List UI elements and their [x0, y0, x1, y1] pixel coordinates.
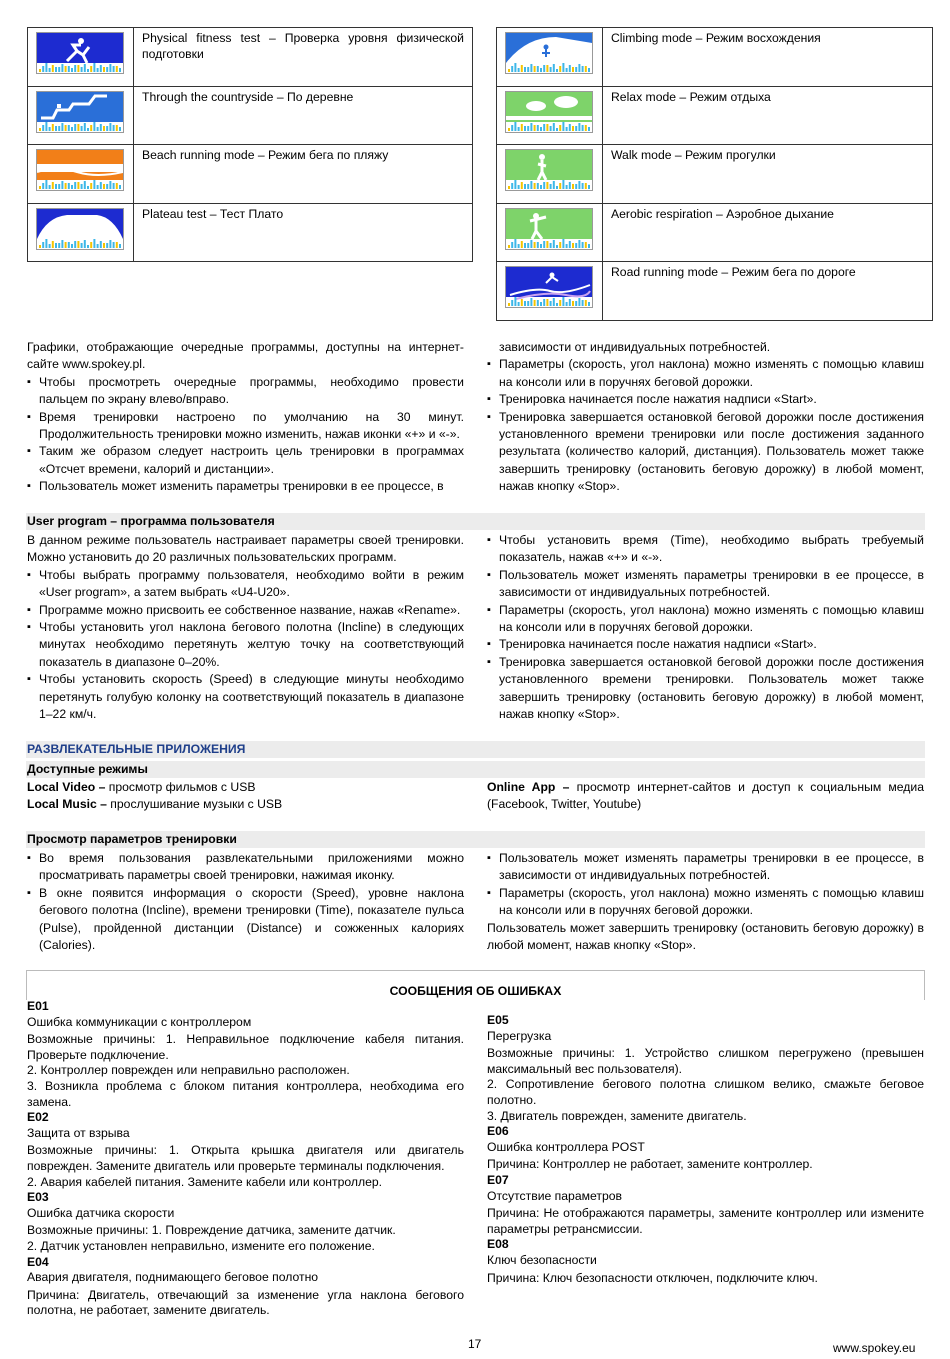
program-icon-cell [497, 86, 603, 145]
program-label: Beach running mode – Режим бега по пляжу [134, 145, 473, 204]
program-label: Road running mode – Режим бега по дороге [603, 262, 933, 321]
climber-mountain-icon [505, 32, 593, 74]
error-name: Ошибка датчика скорости [27, 1205, 175, 1220]
error-name: Перегрузка [487, 1028, 552, 1043]
program-label: Aerobic respiration – Аэробное дыхание [603, 203, 933, 262]
error-cause: 2. Авария кабелей питания. Замените кабели или контроллер. [27, 1174, 383, 1189]
list-item: ▪ Параметры (скорость, угол наклона) можно изменять с помощью клавиш на консоли или в поручнях беговой дорожки. [487, 885, 924, 920]
program-icon-cell [497, 28, 603, 87]
errors-right-column [487, 1013, 924, 1286]
list-item: ▪ Чтобы выбрать программу пользователя, необходимо войти в режим «User program», а затем выбрать «U4-U20». [27, 567, 464, 602]
view-params-stop-text: Пользователь может завершить тренировку (остановить беговую дорожку) в любой момент, нажав кнопку «Stop». [487, 920, 924, 953]
errors-heading: СООБЩЕНИЯ ОБ ОШИБКАХ [26, 970, 925, 1000]
available-modes-heading: Доступные режимы [26, 761, 925, 778]
beach-wave-icon [36, 149, 124, 191]
list-item: ▪ Время тренировки настроено по умолчанию на 30 минут. Продолжительность тренировки можно изменить, нажав иконки «+» и «-». [27, 409, 464, 444]
list-item: ▪ Параметры (скорость, угол наклона) можно изменять с помощью клавиш на консоли или в поручнях беговой дорожки. [487, 356, 924, 391]
program-label: Physical fitness test – Проверка уровня физической подготовки [134, 28, 473, 87]
view-params-right [487, 850, 924, 954]
program-row [497, 86, 933, 145]
program-row [28, 86, 473, 145]
view-params-heading: Просмотр параметров тренировки [26, 831, 925, 848]
error-cause: 2. Датчик установлен неправильно, измените его положение. [27, 1238, 375, 1253]
program-label: Climbing mode – Режим восхождения [603, 28, 933, 87]
list-item: ▪ Пользователь может изменить параметры тренировки в ее процессе, в [27, 478, 464, 495]
error-name: Защита от взрыва [27, 1125, 130, 1140]
user-program-intro: В данном режиме пользователь настраивает параметры своей тренировки. Можно установить до 20 различных пользовательских программ. [27, 533, 464, 565]
programs-intro-left-list [27, 374, 464, 496]
road-running-icon [505, 266, 593, 308]
error-cause: Причина: Ключ безопасности отключен, подключите ключ. [487, 1270, 818, 1285]
list-item: ▪ Пользователь может изменять параметры тренировки в ее процессе, в зависимости от индивидуальных потребностей. [487, 567, 924, 602]
program-icon-cell [28, 145, 134, 204]
local-music-text: прослушивание музыки с USB [106, 797, 283, 812]
user-program-right-list [487, 532, 924, 723]
error-name: Ошибка контроллера POST [487, 1139, 645, 1154]
list-item: ▪ Чтобы просмотреть очередные программы, необходимо провести пальцем по экрану влево/вправо. [27, 374, 464, 409]
local-music-line [27, 796, 464, 813]
list-item: ▪ Тренировка начинается после нажатия надписи «Start». [487, 636, 924, 653]
local-video-line [27, 779, 464, 796]
list-item: ▪ В окне появится информация о скорости (Speed), уровне наклона бегового полотна (Incline), времени тренировки (Time), показателе пульса (Pulse), пройденной дистанции (Distance) и сожженных калориях (Calories). [27, 885, 464, 955]
program-icon-cell [28, 28, 134, 87]
page-number: 17 [468, 1337, 482, 1351]
countryside-steps-icon [36, 91, 124, 133]
list-item: ▪ Во время пользования развлекательными приложениями можно просматривать параметры своей тренировки, нажимая иконку. [27, 850, 464, 885]
list-item: ▪ Чтобы установить время (Time), необходимо выбрать требуемый показатель, нажав «+» и «-». [487, 532, 924, 567]
error-cause: Причина: Контроллер не работает, замените контроллер. [487, 1157, 813, 1172]
online-app-label: Online App – [487, 780, 570, 794]
error-name: Ошибка коммуникации с контроллером [27, 1014, 252, 1029]
programs-intro-text: Графики, отображающие очередные программы, доступны на интернет-сайте www.spokey.pl. [27, 340, 464, 372]
user-program-right [487, 532, 924, 723]
error-cause: Причина: Не отображаются параметры, замените контроллер или измените параметры ретрансмиссии. [487, 1206, 924, 1236]
errors-left-column [27, 999, 464, 1319]
list-item: ▪ Чтобы установить угол наклона бегового полотна (Incline) в следующих минутах необходимо перетянуть желтую точку на соответствующий показатель в диапазоне 0–20%. [27, 619, 464, 671]
walking-person-icon [505, 149, 593, 191]
error-code: E05 [487, 1013, 509, 1027]
list-item: ▪ Тренировка начинается после нажатия надписи «Start». [487, 391, 924, 408]
error-code: E01 [27, 999, 49, 1013]
entertainment-right [487, 779, 924, 814]
list-item: ▪ Программе можно присвоить ее собственное название, нажав «Rename». [27, 602, 464, 619]
program-row [497, 203, 933, 262]
online-app-line [487, 779, 924, 814]
programs-intro-right-list [487, 356, 924, 495]
right-programs-table [496, 27, 933, 321]
user-program-left [27, 532, 464, 723]
program-label: Walk mode – Режим прогулки [603, 145, 933, 204]
footer-site: www.spokey.eu [833, 1341, 916, 1355]
local-video-label: Local Video – [27, 780, 106, 794]
error-name: Авария двигателя, поднимающего беговое полотно [27, 1270, 319, 1285]
program-row [28, 145, 473, 204]
aerobic-person-icon [505, 208, 593, 250]
program-label: Through the countryside – По деревне [134, 86, 473, 145]
error-cause: Причина: Двигатель, отвечающий за изменение угла наклона бегового полотна, не работает, замените двигатель. [27, 1287, 464, 1318]
program-icon-cell [497, 262, 603, 321]
local-video-text: просмотр фильмов с USB [105, 780, 256, 794]
error-code: E07 [487, 1172, 509, 1187]
error-cause: 3. Двигатель поврежден, замените двигатель. [487, 1108, 747, 1123]
left-programs-table [27, 27, 473, 262]
list-item: ▪ Пользователь может изменять параметры тренировки в ее процессе, в зависимости от индивидуальных потребностей. [487, 850, 924, 885]
error-cause: Возможные причины: 1. Неправильное подключение кабеля питания. Проверьте подключение. [27, 1032, 464, 1062]
program-row [28, 203, 473, 262]
error-cause: 2. Контроллер поврежден или неправильно расположен. [27, 1063, 350, 1078]
programs-intro-continued: зависимости от индивидуальных потребностей. [499, 340, 771, 354]
program-row [28, 28, 473, 87]
entertainment-heading: РАЗВЛЕКАТЕЛЬНЫЕ ПРИЛОЖЕНИЯ [26, 741, 925, 758]
error-code: E03 [27, 1190, 49, 1205]
error-cause: Возможные причины: 1. Устройство слишком перегружено (превышен максимальный вес пользователя). [487, 1046, 924, 1076]
list-item: ▪ Чтобы установить скорость (Speed) в следующие минуты необходимо перетянуть голубую колонку на соответствующий показатель в диапазоне 1–22 км/ч. [27, 671, 464, 723]
program-icon-cell [497, 145, 603, 204]
program-icon-cell [28, 203, 134, 262]
program-label: Relax mode – Режим отдыха [603, 86, 933, 145]
error-cause: 2. Сопротивление бегового полотна слишком велико, смажьте беговое полотно. [487, 1077, 924, 1107]
list-item: ▪ Таким же образом следует настроить цель тренировки в программах «Отсчет времени, калорий и дистанции». [27, 443, 464, 478]
program-row [497, 145, 933, 204]
plateau-hill-icon [36, 208, 124, 250]
program-label: Plateau test – Тест Плато [134, 203, 473, 262]
program-icon-cell [28, 86, 134, 145]
error-cause: Возможные причины: 1. Открыта крышка двигателя или двигатель поврежден. Замените двигатель или проверьте терминалы подключения. [27, 1143, 464, 1173]
running-person-icon [36, 32, 124, 74]
error-name: Отсутствие параметров [487, 1188, 622, 1203]
user-program-left-list [27, 567, 464, 724]
program-row [497, 28, 933, 87]
programs-intro-right [487, 339, 924, 496]
error-name: Ключ безопасности [487, 1252, 597, 1267]
list-item: ▪ Тренировка завершается остановкой беговой дорожки после достижения установленного времени тренировки. Пользователь может также завершить тренировку (остановить беговую дорожку) в любой момент, нажав кнопку «Stop». [487, 654, 924, 724]
online-app-text: просмотр интернет-сайтов и доступ к социальным медиа (Facebook, Twitter, Youtube) [487, 780, 924, 812]
view-params-right-list [487, 850, 924, 920]
local-music-label: Local Music – [27, 797, 107, 812]
view-params-left-list [27, 850, 464, 954]
error-cause: 3. Возникла проблема с блоком питания контроллера, необходима его замена. [27, 1078, 464, 1109]
view-params-left [27, 850, 464, 954]
error-code: E04 [27, 1254, 49, 1269]
list-item: ▪ Параметры (скорость, угол наклона) можно изменять с помощью клавиш на консоли или в поручнях беговой дорожки. [487, 602, 924, 637]
programs-intro-left [27, 339, 464, 496]
program-row [497, 262, 933, 321]
program-icon-cell [497, 203, 603, 262]
error-code: E06 [487, 1124, 509, 1139]
error-code: E08 [487, 1237, 509, 1252]
entertainment-left [27, 779, 464, 814]
user-program-heading: User program – программа пользователя [26, 513, 925, 530]
error-cause: Возможные причины: 1. Повреждение датчика, замените датчик. [27, 1223, 396, 1238]
error-code: E02 [27, 1110, 49, 1125]
cloud-relax-icon [505, 91, 593, 133]
list-item: ▪ Тренировка завершается остановкой беговой дорожки после достижения установленного времени тренировки или после достижения заданного результата (количество калорий, дистанция). Пользователь может также завершить тренировку (остановить беговую дорожку) в любой момент, нажав кнопку «Stop». [487, 409, 924, 496]
